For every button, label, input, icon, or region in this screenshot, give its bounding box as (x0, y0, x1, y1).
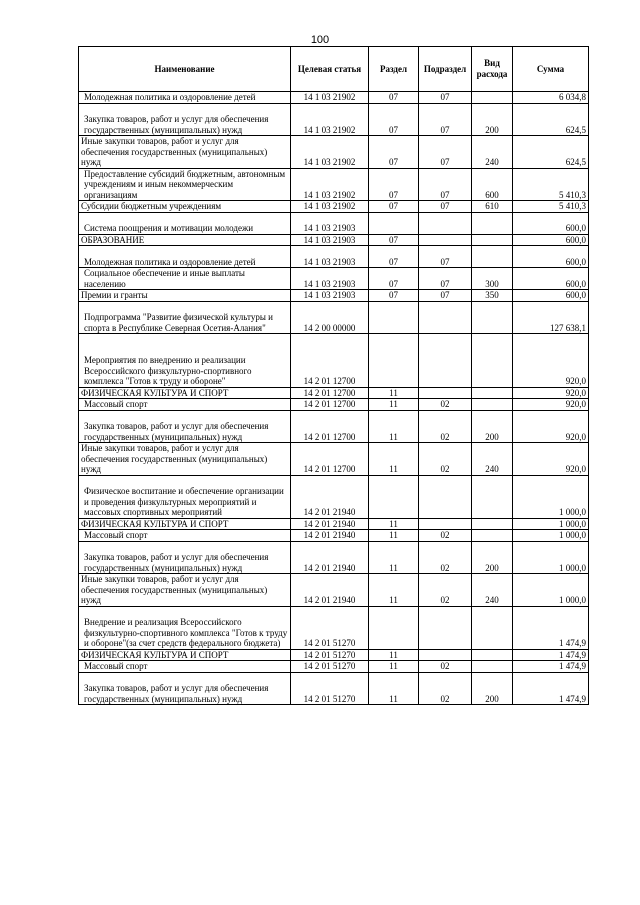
cell-name: Иные закупки товаров, работ и услуг для обеспечения государственных (муниципальных) нужд (79, 136, 291, 169)
cell-name: ОБРАЗОВАНИЕ (79, 234, 291, 246)
cell-section: 11 (369, 541, 419, 574)
cell-section (369, 212, 419, 234)
cell-expense-kind: 240 (472, 443, 513, 476)
cell-sum: 920,0 (513, 334, 589, 388)
table-row (79, 168, 589, 201)
cell-sum: 920,0 (513, 443, 589, 476)
cell-subsection (419, 301, 472, 334)
cell-subsection: 07 (419, 246, 472, 268)
cell-section: 11 (369, 443, 419, 476)
header-kind: Вид расхода (472, 47, 513, 92)
cell-section: 11 (369, 574, 419, 607)
cell-name: Подпрограмма "Развитие физической культуры и спорта в Республике Северная Осетия-Алания" (79, 301, 291, 334)
cell-subsection: 02 (419, 410, 472, 443)
table-row (79, 334, 589, 388)
table-row (79, 443, 589, 476)
cell-expense-kind (472, 246, 513, 268)
cell-expense-kind (472, 661, 513, 673)
cell-subsection: 02 (419, 661, 472, 673)
cell-section: 11 (369, 410, 419, 443)
cell-name: Массовый спорт (79, 399, 291, 411)
cell-section: 11 (369, 649, 419, 661)
cell-subsection: 07 (419, 201, 472, 213)
cell-target-code: 14 2 01 51270 (291, 672, 369, 705)
cell-subsection: 07 (419, 168, 472, 201)
cell-name: Внедрение и реализация Всероссийского физкультурно-спортивного комплекса "Готов к труду и обороне"(за счет средств федерального бюджета) (79, 606, 291, 649)
cell-name: Закупка товаров, работ и услуг для обеспечения государственных (муниципальных) нужд (79, 541, 291, 574)
cell-section: 07 (369, 201, 419, 213)
table-row (79, 246, 589, 268)
cell-expense-kind (472, 399, 513, 411)
table-row (79, 268, 589, 290)
cell-subsection: 02 (419, 541, 472, 574)
cell-subsection: 02 (419, 574, 472, 607)
cell-section: 07 (369, 290, 419, 302)
cell-expense-kind: 600 (472, 168, 513, 201)
cell-expense-kind (472, 530, 513, 542)
cell-name: Система поощрения и мотивации молодежи (79, 212, 291, 234)
cell-sum: 1 000,0 (513, 574, 589, 607)
table-row (79, 574, 589, 607)
cell-sum: 6 034,8 (513, 92, 589, 104)
cell-section (369, 606, 419, 649)
cell-expense-kind (472, 212, 513, 234)
table-row (79, 103, 589, 136)
cell-subsection: 07 (419, 103, 472, 136)
cell-subsection: 07 (419, 268, 472, 290)
header-subsection: Подраздел (419, 47, 472, 92)
cell-sum: 624,5 (513, 103, 589, 136)
header-code: Целевая статья (291, 47, 369, 92)
table-row (79, 606, 589, 649)
cell-name: Премии и гранты (79, 290, 291, 302)
cell-sum: 920,0 (513, 387, 589, 399)
cell-subsection (419, 334, 472, 388)
cell-target-code: 14 1 03 21903 (291, 290, 369, 302)
table-row (79, 518, 589, 530)
cell-section (369, 475, 419, 518)
budget-table (78, 46, 589, 705)
table-row (79, 136, 589, 169)
cell-target-code: 14 1 03 21903 (291, 234, 369, 246)
cell-expense-kind: 610 (472, 201, 513, 213)
table-row (79, 530, 589, 542)
cell-section: 11 (369, 399, 419, 411)
cell-expense-kind: 200 (472, 541, 513, 574)
cell-section: 07 (369, 246, 419, 268)
cell-section: 07 (369, 234, 419, 246)
cell-subsection: 02 (419, 672, 472, 705)
cell-subsection (419, 212, 472, 234)
cell-sum: 1 000,0 (513, 475, 589, 518)
cell-name: Массовый спорт (79, 530, 291, 542)
cell-expense-kind (472, 234, 513, 246)
cell-target-code: 14 2 01 12700 (291, 410, 369, 443)
table-body (79, 92, 589, 705)
cell-name: Закупка товаров, работ и услуг для обеспечения государственных (муниципальных) нужд (79, 410, 291, 443)
cell-target-code: 14 2 01 51270 (291, 661, 369, 673)
cell-sum: 600,0 (513, 290, 589, 302)
table-row (79, 212, 589, 234)
cell-sum: 127 638,1 (513, 301, 589, 334)
table-row (79, 301, 589, 334)
cell-name: Молодежная политика и оздоровление детей (79, 246, 291, 268)
cell-target-code: 14 2 01 21940 (291, 574, 369, 607)
cell-target-code: 14 2 01 51270 (291, 649, 369, 661)
cell-name: Субсидии бюджетным учреждениям (79, 201, 291, 213)
cell-name: Предоставление субсидий бюджетным, автономным учреждениям и иным некоммерческим организациям (79, 168, 291, 201)
cell-expense-kind (472, 649, 513, 661)
cell-sum: 624,5 (513, 136, 589, 169)
cell-sum: 920,0 (513, 410, 589, 443)
cell-expense-kind: 350 (472, 290, 513, 302)
cell-expense-kind (472, 606, 513, 649)
table-row (79, 399, 589, 411)
cell-expense-kind: 240 (472, 136, 513, 169)
cell-subsection (419, 649, 472, 661)
cell-section (369, 301, 419, 334)
table-row (79, 649, 589, 661)
cell-name: Иные закупки товаров, работ и услуг для обеспечения государственных (муниципальных) нужд (79, 574, 291, 607)
table-header (79, 47, 589, 92)
cell-target-code: 14 2 00 00000 (291, 301, 369, 334)
cell-target-code: 14 1 03 21902 (291, 136, 369, 169)
cell-sum: 600,0 (513, 268, 589, 290)
cell-subsection (419, 475, 472, 518)
table-row (79, 475, 589, 518)
cell-target-code: 14 1 03 21902 (291, 168, 369, 201)
cell-subsection: 07 (419, 92, 472, 104)
table-row (79, 410, 589, 443)
cell-target-code: 14 2 01 12700 (291, 334, 369, 388)
cell-sum: 600,0 (513, 246, 589, 268)
cell-subsection (419, 234, 472, 246)
cell-section: 11 (369, 661, 419, 673)
cell-sum: 5 410,3 (513, 168, 589, 201)
cell-expense-kind (472, 387, 513, 399)
cell-name: Мероприятия по внедрению и реализации Всероссийского физкультурно-спортивного комплекса "Готов к труду и обороне" (79, 334, 291, 388)
cell-expense-kind: 200 (472, 672, 513, 705)
cell-sum: 600,0 (513, 234, 589, 246)
cell-target-code: 14 2 01 51270 (291, 606, 369, 649)
cell-sum: 1 000,0 (513, 541, 589, 574)
cell-target-code: 14 1 03 21903 (291, 268, 369, 290)
cell-expense-kind (472, 518, 513, 530)
cell-section: 11 (369, 672, 419, 705)
cell-subsection (419, 606, 472, 649)
cell-section: 07 (369, 103, 419, 136)
header-sum: Сумма (513, 47, 589, 92)
cell-section (369, 334, 419, 388)
cell-sum: 1 000,0 (513, 518, 589, 530)
cell-section: 07 (369, 136, 419, 169)
header-section: Раздел (369, 47, 419, 92)
cell-target-code: 14 2 01 21940 (291, 541, 369, 574)
cell-target-code: 14 1 03 21902 (291, 103, 369, 136)
cell-name: ФИЗИЧЕСКАЯ КУЛЬТУРА И СПОРТ (79, 518, 291, 530)
cell-name: ФИЗИЧЕСКАЯ КУЛЬТУРА И СПОРТ (79, 649, 291, 661)
cell-subsection: 02 (419, 399, 472, 411)
cell-target-code: 14 2 01 12700 (291, 443, 369, 476)
table-row (79, 290, 589, 302)
cell-target-code: 14 1 03 21903 (291, 246, 369, 268)
cell-expense-kind (472, 92, 513, 104)
cell-name: Социальное обеспечение и иные выплаты населению (79, 268, 291, 290)
cell-section: 07 (369, 168, 419, 201)
table-row (79, 92, 589, 104)
cell-target-code: 14 2 01 21940 (291, 475, 369, 518)
cell-subsection: 07 (419, 136, 472, 169)
cell-expense-kind: 240 (472, 574, 513, 607)
cell-expense-kind: 200 (472, 410, 513, 443)
cell-expense-kind (472, 475, 513, 518)
cell-subsection: 07 (419, 290, 472, 302)
cell-expense-kind: 300 (472, 268, 513, 290)
page-number: 100 (310, 34, 330, 46)
cell-section: 07 (369, 268, 419, 290)
table-row (79, 234, 589, 246)
cell-target-code: 14 1 03 21902 (291, 92, 369, 104)
cell-name: Молодежная политика и оздоровление детей (79, 92, 291, 104)
cell-section: 11 (369, 518, 419, 530)
cell-subsection: 02 (419, 530, 472, 542)
cell-sum: 1 474,9 (513, 661, 589, 673)
cell-subsection (419, 518, 472, 530)
cell-sum: 920,0 (513, 399, 589, 411)
cell-target-code: 14 2 01 12700 (291, 387, 369, 399)
cell-sum: 1 474,9 (513, 672, 589, 705)
cell-expense-kind (472, 334, 513, 388)
table-row (79, 541, 589, 574)
cell-target-code: 14 1 03 21902 (291, 201, 369, 213)
cell-name: Закупка товаров, работ и услуг для обеспечения государственных (муниципальных) нужд (79, 672, 291, 705)
cell-target-code: 14 2 01 12700 (291, 399, 369, 411)
cell-section: 11 (369, 387, 419, 399)
header-name: Наименование (79, 47, 291, 92)
cell-name: Массовый спорт (79, 661, 291, 673)
cell-target-code: 14 2 01 21940 (291, 530, 369, 542)
cell-target-code: 14 2 01 21940 (291, 518, 369, 530)
table-row (79, 672, 589, 705)
cell-expense-kind: 200 (472, 103, 513, 136)
cell-subsection (419, 387, 472, 399)
table-row (79, 201, 589, 213)
cell-section: 11 (369, 530, 419, 542)
cell-name: Иные закупки товаров, работ и услуг для обеспечения государственных (муниципальных) нужд (79, 443, 291, 476)
cell-name: Закупка товаров, работ и услуг для обеспечения государственных (муниципальных) нужд (79, 103, 291, 136)
cell-name: ФИЗИЧЕСКАЯ КУЛЬТУРА И СПОРТ (79, 387, 291, 399)
cell-expense-kind (472, 301, 513, 334)
cell-sum: 5 410,3 (513, 201, 589, 213)
cell-subsection: 02 (419, 443, 472, 476)
cell-name: Физическое воспитание и обеспечение организации и проведения физкультурных мероприятий и массовых спортивных мероприятий (79, 475, 291, 518)
cell-section: 07 (369, 92, 419, 104)
cell-target-code: 14 1 03 21903 (291, 212, 369, 234)
cell-sum: 1 474,9 (513, 606, 589, 649)
cell-sum: 1 000,0 (513, 530, 589, 542)
table-row (79, 661, 589, 673)
cell-sum: 600,0 (513, 212, 589, 234)
cell-sum: 1 474,9 (513, 649, 589, 661)
table-row (79, 387, 589, 399)
